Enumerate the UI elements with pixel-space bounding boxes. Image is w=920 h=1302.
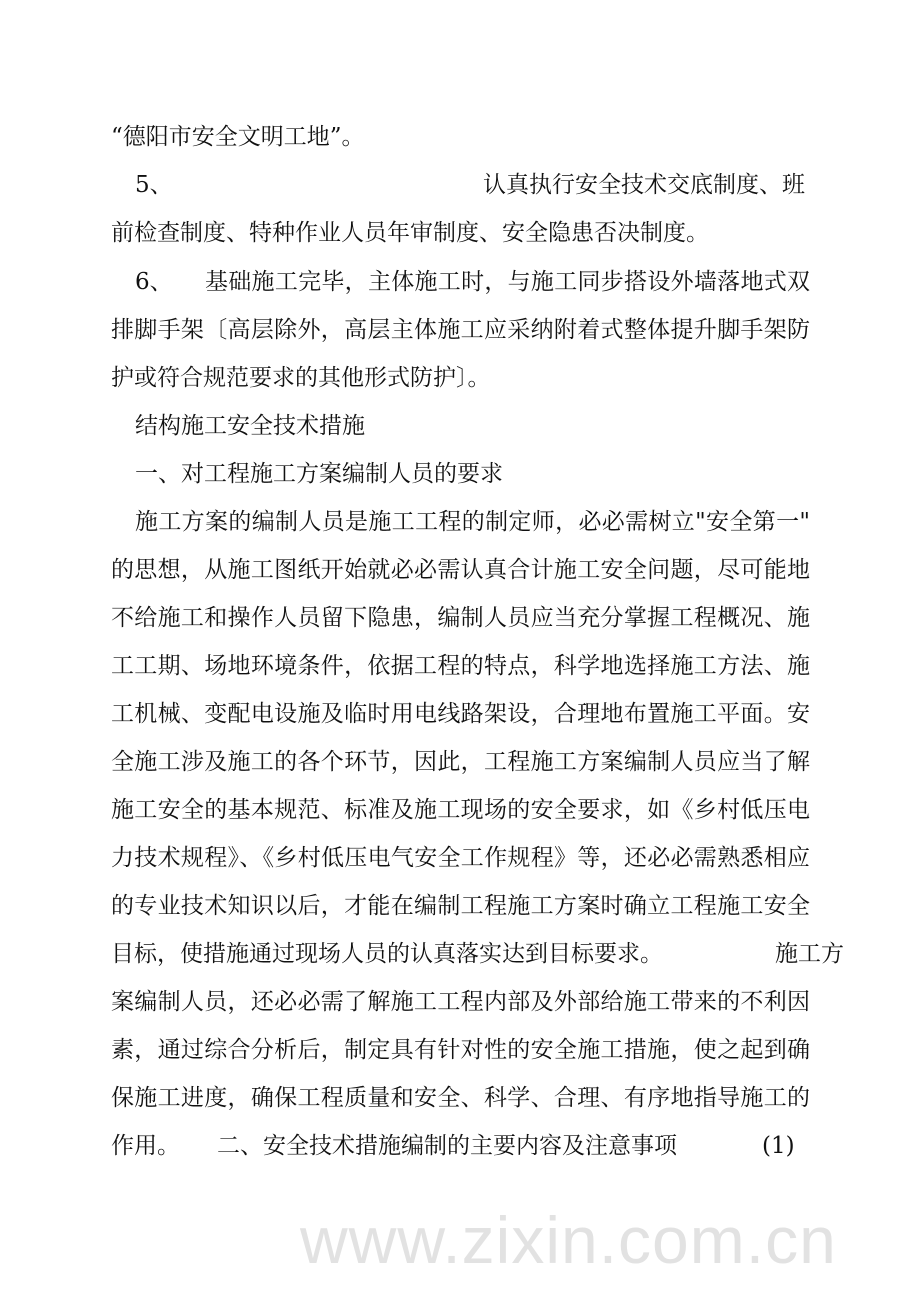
- text-line: 前检查制度、特种作业人员年审制度、安全隐患否决制度。: [111, 220, 709, 246]
- text-line: 工机械、变配电设施及临时用电线路架设，合理地布置施工平面。安: [111, 701, 810, 727]
- list-item-5: [135, 161, 810, 209]
- text-line: 施工安全的基本规范、标准及施工现场的安全要求，如《乡村低压电: [111, 797, 810, 823]
- text-line: 施工方案的编制人员是施工工程的制定师，必必需树立"安全第一": [135, 509, 810, 535]
- list-number: (1): [762, 1133, 795, 1159]
- text-line: 的思想，从施工图纸开始就必必需认真合计施工安全问题，尽可能地: [111, 557, 810, 583]
- subsection-heading: 一、对工程施工方案编制人员的要求: [135, 461, 503, 487]
- list-number: 5、: [135, 172, 173, 198]
- section-heading: 二、安全技术措施编制的主要内容及注意事项: [217, 1133, 677, 1159]
- text-line: 认真执行安全技术交底制度、班: [483, 172, 805, 198]
- text-line: 不给施工和操作人员留下隐患，编制人员应当充分掌握工程概况、施: [111, 605, 810, 631]
- text-line: 的专业技术知识以后，才能在编制工程施工方案时确立工程施工安全: [111, 893, 810, 919]
- text-line: 作用。: [111, 1133, 180, 1159]
- text-line: 力技术规程》、《乡村低压电气安全工作规程》等，还必必需熟悉相应: [111, 845, 810, 871]
- text-line: 排脚手架〔高层除外，高层主体施工应采纳附着式整体提升脚手架防: [111, 317, 810, 343]
- text-line: 保施工进度，确保工程质量和安全、科学、合理、有序地指导施工的: [111, 1085, 810, 1111]
- list-number: 6、: [135, 269, 173, 295]
- text-line: 护或符合规范要求的其他形式防护〕。: [111, 365, 491, 391]
- text-line: 基础施工完毕，主体施工时，与施工同步搭设外墙落地式双: [205, 269, 810, 295]
- text-line: 施工方: [775, 941, 844, 967]
- text-line: “德阳市安全文明工地”。: [111, 124, 365, 150]
- text-line: 工工期、场地环境条件，依据工程的特点，科学地选择施工方法、施: [111, 653, 810, 679]
- text-line: 案编制人员，还必必需了解施工工程内部及外部给施工带来的不利因: [111, 989, 810, 1015]
- text-line-split: [111, 1122, 810, 1170]
- text-line: 素，通过综合分析后，制定具有针对性的安全施工措施，使之起到确: [111, 1037, 810, 1063]
- watermark: www.zixin.com.cn: [300, 1203, 837, 1277]
- text-line: 目标，使措施通过现场人员的认真落实达到目标要求。: [111, 941, 663, 967]
- section-heading: 结构施工安全技术措施: [135, 413, 365, 439]
- text-line-split: [111, 930, 844, 978]
- text-line: 全施工涉及施工的各个环节，因此，工程施工方案编制人员应当了解: [111, 749, 810, 775]
- list-item-6: [135, 258, 810, 306]
